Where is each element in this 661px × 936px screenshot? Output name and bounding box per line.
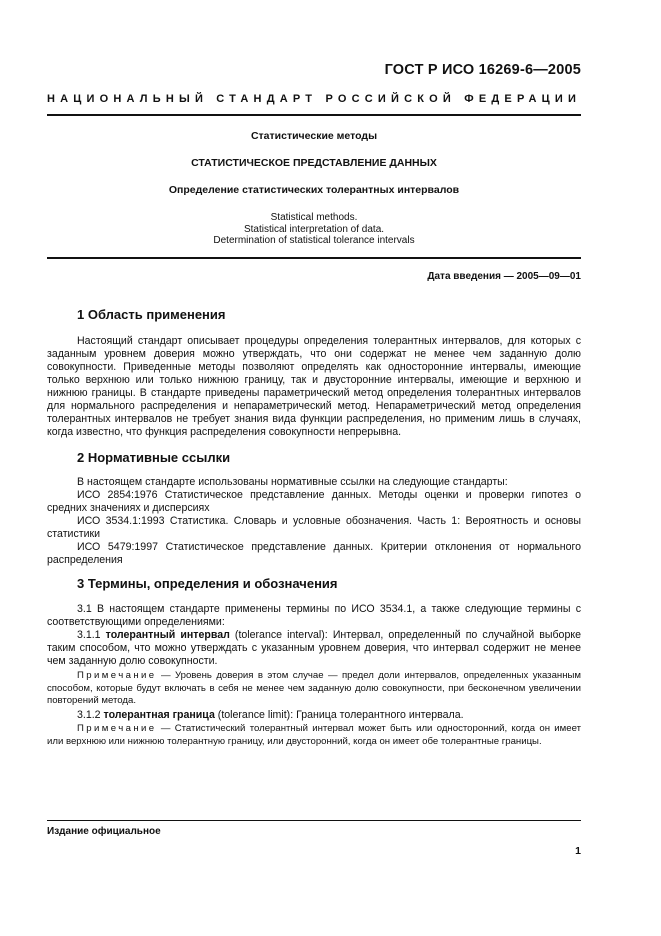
note-1-label: Примечание xyxy=(77,670,157,681)
clause-3-1-1-number: 3.1.1 xyxy=(77,629,101,641)
clause-3-1-1-definition: (tolerance interval): Интервал, определенный по случайной выборке таким способом, что можно утверждать с указанным уровнем доверия, что интервал содержит не менее чем заданную долю совокупности. xyxy=(47,629,581,667)
clause-3-1-2-number: 3.1.2 xyxy=(77,709,101,721)
reference-iso-5479: ИСО 5479:1997 Статистическое представление данных. Критерии отклонения от нормального распределения xyxy=(47,541,581,566)
clause-3-1-2-definition: (tolerance limit): Граница толерантного интервала. xyxy=(214,709,464,721)
edition-label: Издание официальное xyxy=(47,826,161,837)
reference-iso-3534: ИСО 3534.1:1993 Статистика. Словарь и условные обозначения. Часть 1: Вероятность и основы статистики xyxy=(47,515,581,540)
english-title-block xyxy=(47,212,581,247)
series-title: Статистические методы xyxy=(250,130,378,142)
note-2-text: — Статистический толерантный интервал может быть или односторонний, когда он имеет или верхнюю или нижнюю толерантную границу, или двусторонний, когда он имеет обе толерантные границы. xyxy=(47,723,581,747)
introduction-date: Дата введения — 2005—09—01 xyxy=(427,271,581,282)
page-number: 1 xyxy=(575,845,581,857)
main-title: СТАТИСТИЧЕСКОЕ ПРЕДСТАВЛЕНИЕ ДАННЫХ xyxy=(191,157,437,169)
clause-3-1-2 xyxy=(47,709,581,722)
top-divider xyxy=(47,114,581,116)
english-title-line-3: Determination of statistical tolerance intervals xyxy=(213,235,415,246)
english-title-line-1: Statistical methods. xyxy=(270,212,358,223)
section-1-text: Настоящий стандарт описывает процедуры определения толерантных интервалов, для которых с заданным уровнем доверия можно утверждать, что они содержат не менее чем заданную долю совокупности. Приведенные методы позволяют определять как односторонние интервалы, имеющие только верхнюю или только нижнюю границу, так и двусторонние интервалы, имеющие и верхнюю и нижнюю границы. В стандарте приведены параметрический метод определения толерантных интервалов для нормального распределения и непараметрический метод. Непараметрический метод определения толерантных интервалов не требует знания вида функции распределения, но применим лишь в случаях, когда известно, что функция распределения совокупности непрерывна. xyxy=(47,335,581,438)
note-1-text: — Уровень доверия в этом случае — предел доли интервалов, определенных указанным способом, которые будут включать в себя не менее чем заданную долю совокупности, при бесконечном увеличении повторений метода. xyxy=(47,670,581,706)
section-2-title: 2 Нормативные ссылки xyxy=(77,450,231,465)
clause-3-1: 3.1 В настоящем стандарте применены термины по ИСО 3534.1, а также следующие термины с соответствующими определениями: xyxy=(47,603,581,628)
clause-3-1-1 xyxy=(47,629,581,668)
note-2 xyxy=(47,723,581,748)
national-standard-heading: НАЦИОНАЛЬНЫЙ СТАНДАРТ РОССИЙСКОЙ ФЕДЕРАЦИИ xyxy=(47,93,582,105)
section-2-intro: В настоящем стандарте использованы нормативные ссылки на следующие стандарты: xyxy=(77,476,508,488)
english-title-line-2: Statistical interpretation of data. xyxy=(243,223,385,235)
title-divider xyxy=(47,257,581,259)
note-1 xyxy=(47,670,581,708)
section-1-title: 1 Область применения xyxy=(77,307,226,322)
note-2-label: Примечание xyxy=(77,723,157,734)
term-tolerance-limit: толерантная граница xyxy=(103,709,215,721)
footer-divider xyxy=(47,820,581,821)
standard-number: ГОСТ Р ИСО 16269-6—2005 xyxy=(384,62,581,78)
subtitle: Определение статистических толерантных интервалов xyxy=(168,184,460,196)
term-tolerance-interval: толерантный интервал xyxy=(105,629,230,641)
document-page xyxy=(47,0,581,936)
reference-iso-2854: ИСО 2854:1976 Статистическое представление данных. Методы оценки и проверки гипотез о средних значениях и дисперсиях xyxy=(47,489,581,514)
section-3-title: 3 Термины, определения и обозначения xyxy=(77,576,338,591)
